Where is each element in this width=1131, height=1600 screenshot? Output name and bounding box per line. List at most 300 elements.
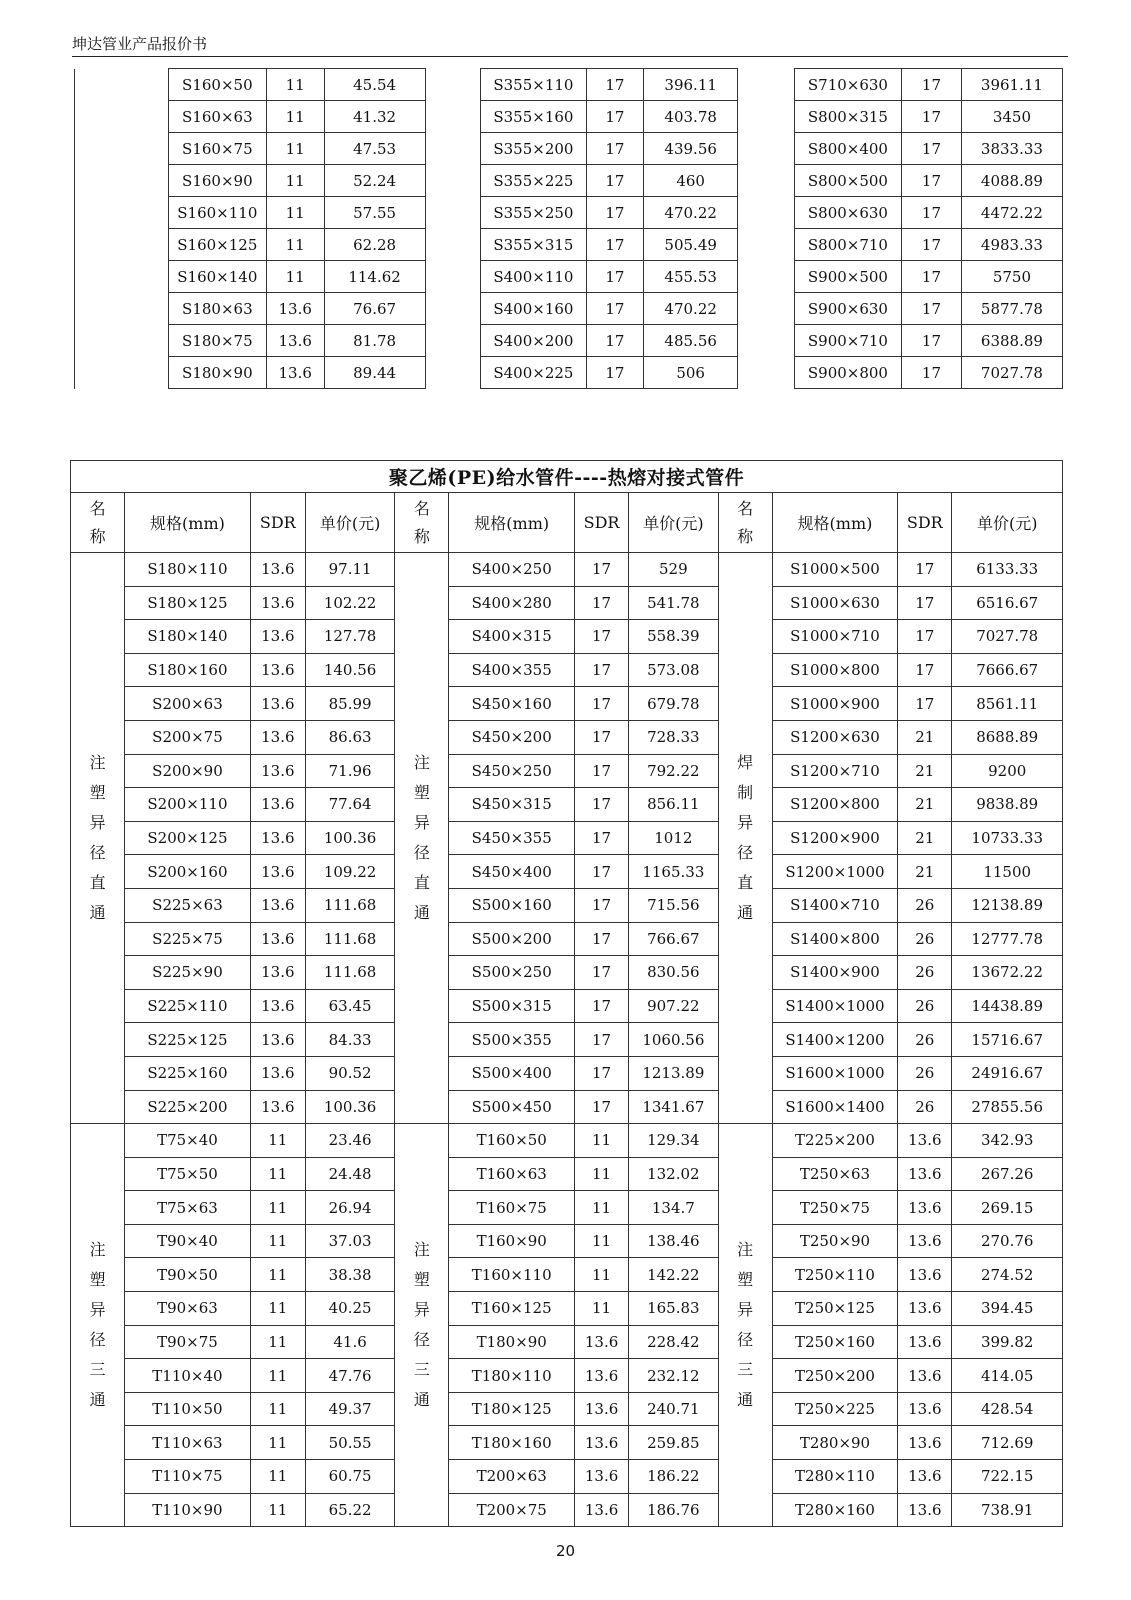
sdr-cell: 26	[898, 989, 952, 1023]
spec-cell: S200×110	[125, 788, 251, 822]
category-name-char: 塑	[413, 783, 430, 803]
price-cell: 45.54	[324, 69, 425, 101]
sdr-cell: 11	[574, 1157, 628, 1191]
sdr-cell: 26	[898, 1056, 952, 1090]
price-cell: 127.78	[305, 620, 394, 654]
table-title: 聚乙烯(PE)给水管件----热熔对接式管件	[71, 461, 1063, 493]
category-name-char: 注	[413, 753, 430, 773]
sdr-cell: 11	[266, 197, 324, 229]
price-cell: 4472.22	[961, 197, 1062, 229]
spec-cell: T160×90	[449, 1224, 575, 1258]
price-cell: 455.53	[644, 261, 738, 293]
price-table-continued-body	[75, 69, 1063, 389]
spec-cell: S160×63	[168, 101, 266, 133]
table-row	[71, 1090, 1063, 1124]
sdr-cell: 17	[574, 687, 628, 721]
spec-cell: S450×250	[449, 754, 575, 788]
spec-cell: T250×75	[772, 1191, 898, 1225]
category-name-char: 制	[737, 783, 754, 803]
spec-cell: T250×63	[772, 1157, 898, 1191]
price-cell: 40.25	[305, 1292, 394, 1326]
spec-cell: T110×63	[125, 1426, 251, 1460]
price-cell: 8688.89	[952, 720, 1063, 754]
sdr-cell: 11	[266, 69, 324, 101]
spec-cell: T250×160	[772, 1325, 898, 1359]
sdr-cell: 17	[574, 586, 628, 620]
spec-cell: S400×110	[481, 261, 586, 293]
table-row	[71, 888, 1063, 922]
table-row	[71, 1292, 1063, 1326]
spec-cell: S225×160	[125, 1056, 251, 1090]
sdr-cell: 13.6	[898, 1460, 952, 1494]
table-row	[71, 653, 1063, 687]
spec-cell: S800×400	[794, 133, 901, 165]
category-name-char: 异	[89, 813, 106, 833]
price-cell: 573.08	[629, 653, 718, 687]
table-row	[71, 1023, 1063, 1057]
spec-cell: S1200×800	[772, 788, 898, 822]
price-cell: 63.45	[305, 989, 394, 1023]
header-price: 单价(元)	[952, 493, 1063, 553]
spec-cell: T280×110	[772, 1460, 898, 1494]
category-name-char: 塑	[89, 1270, 106, 1290]
sdr-cell: 13.6	[266, 293, 324, 325]
price-cell: 138.46	[629, 1224, 718, 1258]
table-row	[71, 1224, 1063, 1258]
table-row	[71, 1258, 1063, 1292]
table-row	[71, 1460, 1063, 1494]
sdr-cell: 17	[574, 888, 628, 922]
spec-cell: S200×90	[125, 754, 251, 788]
spec-cell: S225×75	[125, 922, 251, 956]
sdr-cell: 11	[250, 1224, 305, 1258]
spec-cell: S355×200	[481, 133, 586, 165]
price-cell: 7027.78	[952, 620, 1063, 654]
price-cell: 85.99	[305, 687, 394, 721]
price-cell: 26.94	[305, 1191, 394, 1225]
sdr-cell: 13.6	[898, 1157, 952, 1191]
price-cell: 102.22	[305, 586, 394, 620]
price-cell: 1341.67	[629, 1090, 718, 1124]
price-cell: 712.69	[952, 1426, 1063, 1460]
spec-cell: S200×160	[125, 855, 251, 889]
sdr-cell: 13.6	[898, 1191, 952, 1225]
price-cell: 12777.78	[952, 922, 1063, 956]
price-cell: 15716.67	[952, 1023, 1063, 1057]
price-cell: 71.96	[305, 754, 394, 788]
spec-cell: T75×63	[125, 1191, 251, 1225]
sdr-cell: 17	[898, 586, 952, 620]
name-cell	[738, 69, 795, 389]
price-cell: 27855.56	[952, 1090, 1063, 1124]
spec-cell: T180×110	[449, 1359, 575, 1393]
header-price: 单价(元)	[305, 493, 394, 553]
spec-cell: T250×125	[772, 1292, 898, 1326]
price-cell: 129.34	[629, 1124, 718, 1158]
spec-cell: S900×500	[794, 261, 901, 293]
category-name-char: 异	[737, 813, 754, 833]
spec-cell: S180×125	[125, 586, 251, 620]
spec-cell: T250×90	[772, 1224, 898, 1258]
pe-fittings-table-body	[71, 461, 1063, 1527]
price-cell: 6133.33	[952, 553, 1063, 587]
table-row	[75, 69, 1063, 101]
spec-cell: T225×200	[772, 1124, 898, 1158]
spec-cell: T180×90	[449, 1325, 575, 1359]
price-cell: 37.03	[305, 1224, 394, 1258]
page-number: 20	[555, 1542, 576, 1560]
price-cell: 65.22	[305, 1493, 394, 1527]
spec-cell: S1000×630	[772, 586, 898, 620]
price-cell: 460	[644, 165, 738, 197]
price-cell: 766.67	[629, 922, 718, 956]
sdr-cell: 17	[902, 357, 962, 389]
sdr-cell: 13.6	[250, 687, 305, 721]
sdr-cell: 11	[266, 101, 324, 133]
category-name-char: 通	[413, 1390, 430, 1410]
sdr-cell: 13.6	[898, 1359, 952, 1393]
price-cell: 89.44	[324, 357, 425, 389]
spec-cell: S1600×1000	[772, 1056, 898, 1090]
table-row	[71, 989, 1063, 1023]
spec-cell: S355×110	[481, 69, 586, 101]
price-cell: 6388.89	[961, 325, 1062, 357]
category-name-cell	[718, 1124, 772, 1527]
price-cell: 240.71	[629, 1392, 718, 1426]
price-cell: 470.22	[644, 197, 738, 229]
sdr-cell: 17	[574, 956, 628, 990]
spec-cell: S400×225	[481, 357, 586, 389]
category-name-char: 径	[89, 843, 106, 863]
spec-cell: S1000×500	[772, 553, 898, 587]
sdr-cell: 17	[902, 101, 962, 133]
table-row	[71, 1359, 1063, 1393]
price-cell: 12138.89	[952, 888, 1063, 922]
spec-cell: T180×160	[449, 1426, 575, 1460]
spec-cell: S1400×1000	[772, 989, 898, 1023]
price-cell: 439.56	[644, 133, 738, 165]
sdr-cell: 13.6	[898, 1224, 952, 1258]
category-name-char: 三	[737, 1360, 754, 1380]
sdr-cell: 17	[898, 687, 952, 721]
sdr-cell: 13.6	[250, 1023, 305, 1057]
category-name-char: 通	[737, 903, 754, 923]
table-row	[75, 229, 1063, 261]
spec-cell: S200×75	[125, 720, 251, 754]
category-name-char: 通	[737, 1390, 754, 1410]
sdr-cell: 11	[574, 1224, 628, 1258]
spec-cell: T90×50	[125, 1258, 251, 1292]
spec-cell: S355×250	[481, 197, 586, 229]
price-cell: 259.85	[629, 1426, 718, 1460]
spec-cell: S1600×1400	[772, 1090, 898, 1124]
category-name-char: 径	[413, 1330, 430, 1350]
sdr-cell: 21	[898, 754, 952, 788]
price-cell: 111.68	[305, 888, 394, 922]
category-name-char: 径	[89, 1330, 106, 1350]
spec-cell: S1000×800	[772, 653, 898, 687]
price-cell: 792.22	[629, 754, 718, 788]
sdr-cell: 17	[902, 69, 962, 101]
spec-cell: T200×75	[449, 1493, 575, 1527]
spec-cell: S200×125	[125, 821, 251, 855]
table-row	[75, 325, 1063, 357]
price-cell: 1165.33	[629, 855, 718, 889]
table-row	[71, 1493, 1063, 1527]
sdr-cell: 13.6	[250, 956, 305, 990]
sdr-cell: 17	[586, 197, 644, 229]
sdr-cell: 11	[250, 1157, 305, 1191]
sdr-cell: 13.6	[250, 620, 305, 654]
sdr-cell: 17	[902, 229, 962, 261]
price-cell: 111.68	[305, 956, 394, 990]
category-name-cell	[71, 1124, 125, 1527]
header-name: 名 称	[395, 493, 449, 553]
spec-cell: T160×63	[449, 1157, 575, 1191]
sdr-cell: 17	[574, 553, 628, 587]
price-cell: 9838.89	[952, 788, 1063, 822]
spec-cell: S160×140	[168, 261, 266, 293]
sdr-cell: 17	[902, 197, 962, 229]
table-row	[71, 1426, 1063, 1460]
sdr-cell: 11	[574, 1258, 628, 1292]
category-name-char: 异	[89, 1300, 106, 1320]
price-cell: 4088.89	[961, 165, 1062, 197]
spec-cell: S160×125	[168, 229, 266, 261]
spec-cell: S900×710	[794, 325, 901, 357]
spec-cell: T280×90	[772, 1426, 898, 1460]
spec-cell: S355×315	[481, 229, 586, 261]
price-cell: 722.15	[952, 1460, 1063, 1494]
spec-cell: S1000×710	[772, 620, 898, 654]
category-name-char: 径	[413, 843, 430, 863]
price-cell: 76.67	[324, 293, 425, 325]
sdr-cell: 11	[250, 1292, 305, 1326]
category-name-char: 异	[737, 1300, 754, 1320]
sdr-cell: 11	[250, 1493, 305, 1527]
sdr-cell: 13.6	[898, 1426, 952, 1460]
sdr-cell: 17	[586, 165, 644, 197]
category-name-cell	[71, 553, 125, 1124]
price-cell: 6516.67	[952, 586, 1063, 620]
sdr-cell: 17	[574, 653, 628, 687]
sdr-cell: 13.6	[250, 1090, 305, 1124]
spec-cell: S400×315	[449, 620, 575, 654]
sdr-cell: 13.6	[266, 325, 324, 357]
spec-cell: S160×50	[168, 69, 266, 101]
sdr-cell: 17	[574, 1023, 628, 1057]
price-cell: 558.39	[629, 620, 718, 654]
spec-cell: S160×90	[168, 165, 266, 197]
spec-cell: T250×200	[772, 1359, 898, 1393]
sdr-cell: 17	[902, 261, 962, 293]
spec-cell: S1200×710	[772, 754, 898, 788]
spec-cell: S180×160	[125, 653, 251, 687]
spec-cell: S160×75	[168, 133, 266, 165]
price-cell: 3450	[961, 101, 1062, 133]
table-row	[75, 101, 1063, 133]
spec-cell: S450×160	[449, 687, 575, 721]
sdr-cell: 13.6	[250, 888, 305, 922]
price-cell: 403.78	[644, 101, 738, 133]
sdr-cell: 17	[574, 1056, 628, 1090]
price-cell: 505.49	[644, 229, 738, 261]
spec-cell: S1400×1200	[772, 1023, 898, 1057]
price-cell: 728.33	[629, 720, 718, 754]
spec-cell: S180×90	[168, 357, 266, 389]
spec-cell: S180×110	[125, 553, 251, 587]
sdr-cell: 17	[574, 922, 628, 956]
category-name-char: 三	[413, 1360, 430, 1380]
table-row	[71, 720, 1063, 754]
sdr-cell: 21	[898, 821, 952, 855]
sdr-cell: 13.6	[898, 1124, 952, 1158]
sdr-cell: 13.6	[898, 1325, 952, 1359]
category-name-cell	[395, 1124, 449, 1527]
price-cell: 14438.89	[952, 989, 1063, 1023]
sdr-cell: 21	[898, 855, 952, 889]
price-cell: 5750	[961, 261, 1062, 293]
header-sdr: SDR	[250, 493, 305, 553]
sdr-cell: 26	[898, 1090, 952, 1124]
header-spec: 规格(mm)	[449, 493, 575, 553]
sdr-cell: 17	[898, 553, 952, 587]
spec-cell: T90×75	[125, 1325, 251, 1359]
spec-cell: S500×355	[449, 1023, 575, 1057]
sdr-cell: 26	[898, 956, 952, 990]
spec-cell: T110×50	[125, 1392, 251, 1426]
price-cell: 3833.33	[961, 133, 1062, 165]
spec-cell: T180×125	[449, 1392, 575, 1426]
sdr-cell: 11	[266, 133, 324, 165]
sdr-cell: 17	[574, 720, 628, 754]
spec-cell: T160×110	[449, 1258, 575, 1292]
spec-cell: S450×315	[449, 788, 575, 822]
price-cell: 396.11	[644, 69, 738, 101]
spec-cell: S1400×800	[772, 922, 898, 956]
spec-cell: S225×125	[125, 1023, 251, 1057]
sdr-cell: 13.6	[898, 1392, 952, 1426]
sdr-cell: 11	[574, 1191, 628, 1225]
price-cell: 399.82	[952, 1325, 1063, 1359]
price-cell: 165.83	[629, 1292, 718, 1326]
price-cell: 485.56	[644, 325, 738, 357]
price-cell: 47.76	[305, 1359, 394, 1393]
spec-cell: T200×63	[449, 1460, 575, 1494]
price-cell: 5877.78	[961, 293, 1062, 325]
price-cell: 77.64	[305, 788, 394, 822]
price-cell: 856.11	[629, 788, 718, 822]
table-row	[75, 261, 1063, 293]
price-cell: 41.6	[305, 1325, 394, 1359]
spec-cell: S900×800	[794, 357, 901, 389]
spec-cell: S450×400	[449, 855, 575, 889]
sdr-cell: 17	[586, 101, 644, 133]
price-cell: 7027.78	[961, 357, 1062, 389]
sdr-cell: 13.6	[250, 989, 305, 1023]
sdr-cell: 13.6	[250, 788, 305, 822]
spec-cell: T280×160	[772, 1493, 898, 1527]
spec-cell: T110×75	[125, 1460, 251, 1494]
category-name-char: 通	[89, 903, 106, 923]
category-name-char: 三	[89, 1360, 106, 1380]
price-cell: 394.45	[952, 1292, 1063, 1326]
price-cell: 1012	[629, 821, 718, 855]
spec-cell: S1400×900	[772, 956, 898, 990]
sdr-cell: 11	[574, 1292, 628, 1326]
header-sdr: SDR	[898, 493, 952, 553]
spec-cell: S500×160	[449, 888, 575, 922]
price-cell: 11500	[952, 855, 1063, 889]
price-cell: 90.52	[305, 1056, 394, 1090]
spec-cell: S225×200	[125, 1090, 251, 1124]
spec-cell: S400×280	[449, 586, 575, 620]
category-name-char: 径	[737, 843, 754, 863]
spec-cell: S400×160	[481, 293, 586, 325]
price-cell: 1060.56	[629, 1023, 718, 1057]
spec-cell: S160×110	[168, 197, 266, 229]
sdr-cell: 17	[574, 754, 628, 788]
sdr-cell: 11	[574, 1124, 628, 1158]
page-header	[72, 30, 1068, 57]
table-row	[71, 821, 1063, 855]
sdr-cell: 17	[574, 821, 628, 855]
category-name-char: 塑	[737, 1270, 754, 1290]
spec-cell: S355×225	[481, 165, 586, 197]
spec-cell: S710×630	[794, 69, 901, 101]
spec-cell: S180×140	[125, 620, 251, 654]
price-cell: 62.28	[324, 229, 425, 261]
table-row	[71, 620, 1063, 654]
category-name-cell	[718, 553, 772, 1124]
spec-cell: T250×225	[772, 1392, 898, 1426]
sdr-cell: 17	[574, 1090, 628, 1124]
sdr-cell: 11	[250, 1124, 305, 1158]
header-spec: 规格(mm)	[772, 493, 898, 553]
spec-cell: S800×315	[794, 101, 901, 133]
spec-cell: S500×450	[449, 1090, 575, 1124]
header-name: 名 称	[718, 493, 772, 553]
sdr-cell: 17	[898, 653, 952, 687]
price-cell: 541.78	[629, 586, 718, 620]
spec-cell: S225×63	[125, 888, 251, 922]
price-cell: 111.68	[305, 922, 394, 956]
spec-cell: S180×75	[168, 325, 266, 357]
category-name-char: 注	[413, 1240, 430, 1260]
price-cell: 9200	[952, 754, 1063, 788]
price-cell: 7666.67	[952, 653, 1063, 687]
sdr-cell: 13.6	[898, 1493, 952, 1527]
spec-cell: S1000×900	[772, 687, 898, 721]
price-cell: 186.76	[629, 1493, 718, 1527]
sdr-cell: 17	[902, 133, 962, 165]
table-row	[75, 133, 1063, 165]
category-name-char: 通	[89, 1390, 106, 1410]
spec-cell: S400×250	[449, 553, 575, 587]
price-cell: 13672.22	[952, 956, 1063, 990]
sdr-cell: 13.6	[250, 720, 305, 754]
sdr-cell: 17	[586, 325, 644, 357]
price-cell: 715.56	[629, 888, 718, 922]
sdr-cell: 13.6	[574, 1460, 628, 1494]
sdr-cell: 17	[574, 620, 628, 654]
sdr-cell: 17	[586, 229, 644, 261]
spec-cell: S500×400	[449, 1056, 575, 1090]
spec-cell: S1200×630	[772, 720, 898, 754]
price-cell: 24916.67	[952, 1056, 1063, 1090]
spec-cell: S180×63	[168, 293, 266, 325]
table-row	[71, 922, 1063, 956]
